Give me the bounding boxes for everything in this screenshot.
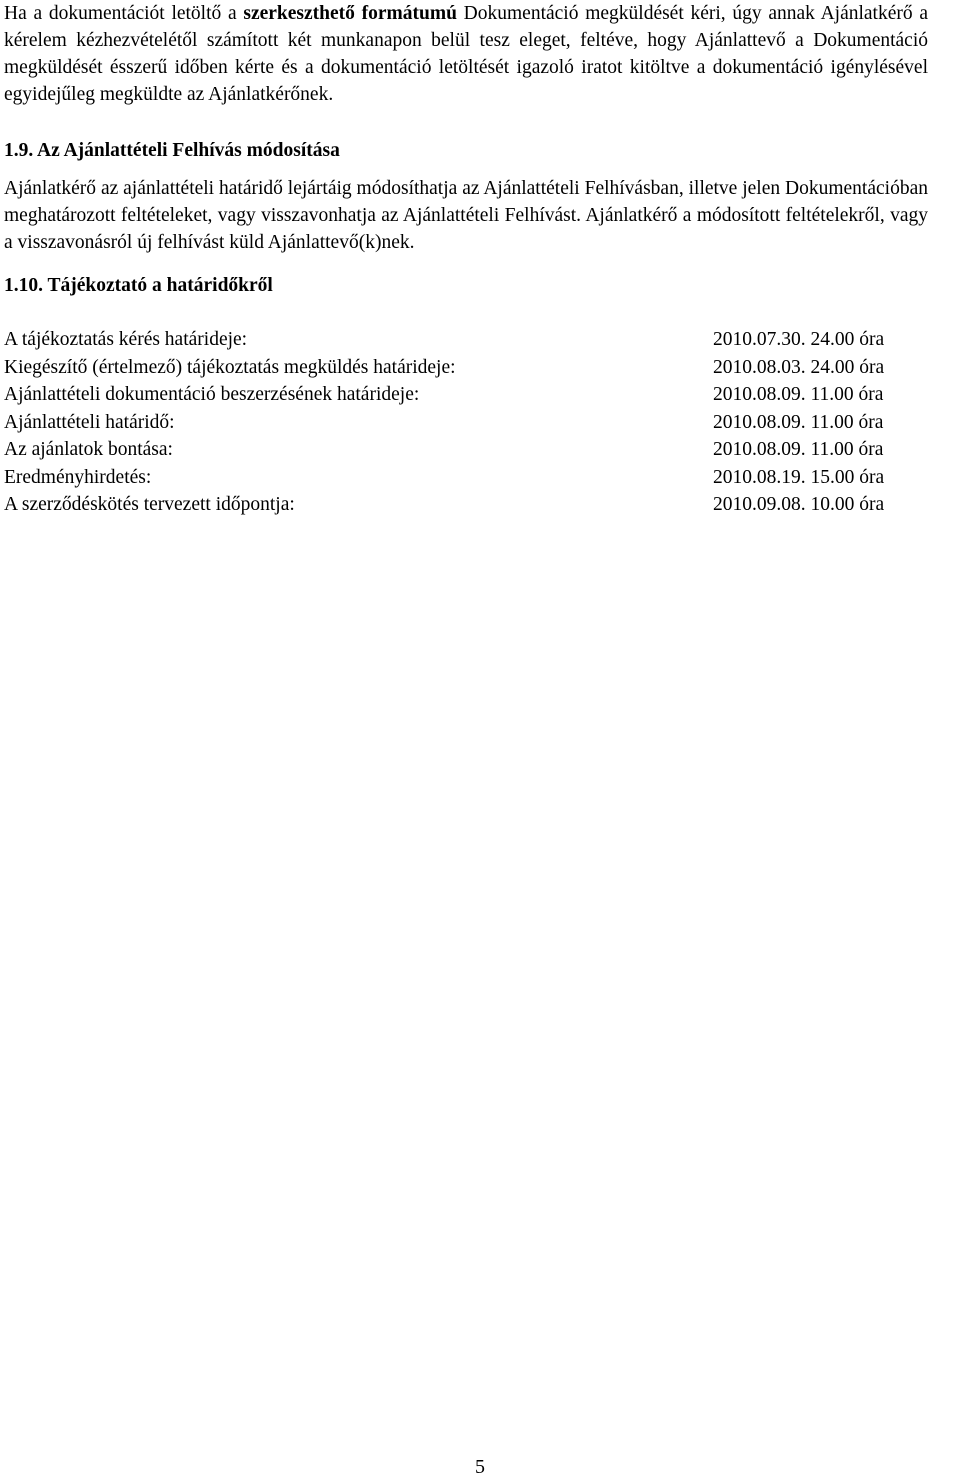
deadline-label: Kiegészítő (értelmező) tájékoztatás megküldés határideje:: [4, 356, 456, 378]
deadline-row: [4, 436, 928, 464]
deadline-row: [4, 381, 928, 409]
deadline-value: 2010.08.09. 11.00 óra: [713, 384, 884, 405]
deadline-value: 2010.09.08. 10.00 óra: [713, 494, 885, 515]
section-1-9-heading: 1.9. Az Ajánlattételi Felhívás módosítása: [4, 140, 340, 161]
intro-bold-text: szerkeszthető formátumú: [243, 3, 457, 24]
deadline-row: [4, 491, 928, 519]
intro-text-end: Dokumentáció megküldését kéri, úgy annak Ajánlatkérő a kérelem kézhezvételétől számított két munkanapon belül tesz eleget, feltéve, hogy Ajánlattevő a Dokumentáció megküldését ésszerű időben kérte és a dokumentáció letöltését igazoló iratot kitöltve a dokumentáció igénylésével egyidejűleg megküldte az Ajánlatkérőnek.: [4, 3, 928, 105]
deadline-value: 2010.07.30. 24.00 óra: [713, 329, 885, 350]
deadline-value: 2010.08.09. 11.00 óra: [713, 439, 884, 460]
deadline-row: [4, 326, 928, 354]
deadline-value: 2010.08.03. 24.00 óra: [713, 356, 885, 378]
deadline-row: [4, 354, 928, 382]
page-number: 5: [475, 1456, 485, 1478]
deadlines-table: [4, 326, 928, 519]
deadline-value: 2010.08.19. 15.00 óra: [713, 466, 885, 488]
deadline-label: Eredményhirdetés:: [4, 466, 152, 488]
deadline-value: 2010.08.09. 11.00 óra: [713, 411, 884, 433]
deadline-label: Az ajánlatok bontása:: [4, 439, 173, 460]
deadline-label: Ajánlattételi határidő:: [4, 411, 175, 433]
deadline-label: Ajánlattételi dokumentáció beszerzésének határideje:: [4, 384, 420, 405]
deadline-row: [4, 409, 928, 437]
intro-paragraph: [4, 0, 928, 108]
document-page: [4, 0, 928, 519]
intro-text-start: Ha a dokumentációt letöltő a: [4, 3, 244, 24]
section-1-9-body: Ajánlatkérő az ajánlattételi határidő lejártáig módosíthatja az Ajánlattételi Felhívásban, illetve jelen Dokumentációban meghatározott feltételeket, vagy visszavonhatja az Ajánlattételi Felhívást. Ajánlatkérő a módosított feltételekről, vagy a visszavonásról új felhívást küld Ajánlattevő(k)nek.: [4, 178, 928, 253]
deadline-row: [4, 464, 928, 492]
deadline-label: A szerződéskötés tervezett időpontja:: [4, 494, 295, 515]
section-1-10-heading: 1.10. Tájékoztató a határidőkről: [4, 275, 273, 296]
deadline-label: A tájékoztatás kérés határideje:: [4, 329, 248, 350]
